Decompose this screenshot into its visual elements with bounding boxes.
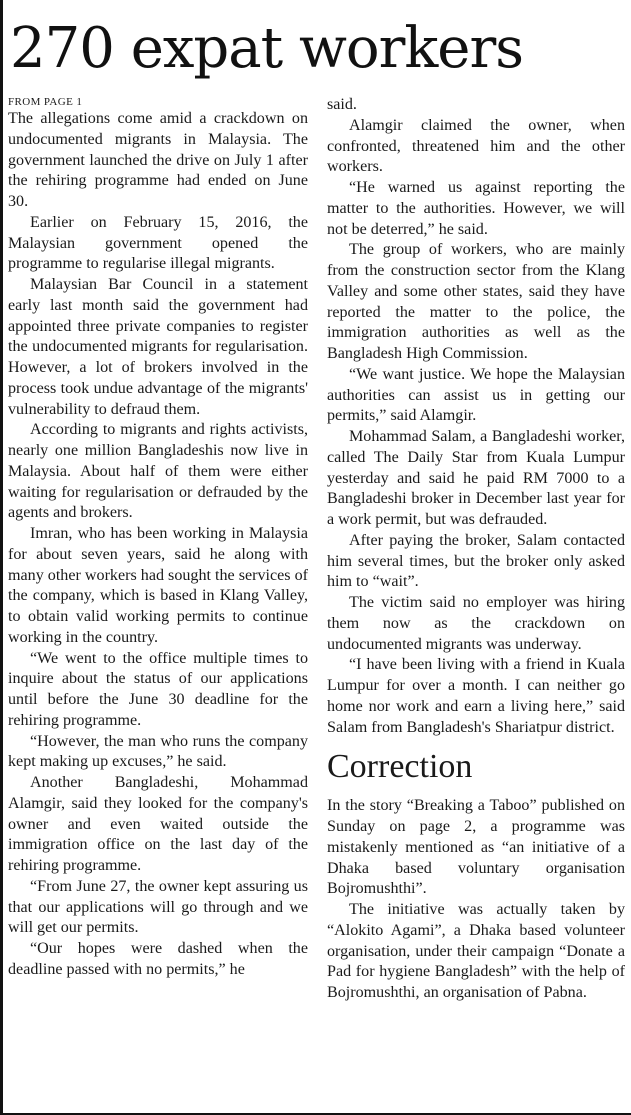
paragraph: said. — [327, 96, 357, 113]
paragraph: Malaysian Bar Council in a statement early last month said the government had appointed three private companies to register the undocumented migrants for regularisation. However, a lot of brokers involved in the process took undue advantage of the migrants' vulnerability to defraud them. — [8, 276, 308, 418]
paragraph: Another Bangladeshi, Mohammad Alamgir, said they looked for the company's owner and even waited outside the immigration office on the last day of the rehiring programme. — [8, 774, 308, 874]
paragraph: “He warned us against reporting the matter to the authorities. However, we will not be deterred,” he said. — [327, 179, 625, 238]
correction-title: Correction — [327, 748, 473, 786]
paragraph: “Our hopes were dashed when the deadline passed with no permits,” he — [8, 940, 308, 978]
paragraph: The allegations come amid a crackdown on undocumented migrants in Malaysia. The government launched the drive on July 1 after the rehiring programme had ended on June 30. — [8, 110, 308, 210]
paragraph: “We went to the office multiple times to inquire about the status of our applications until before the June 30 deadline for the rehiring programme. — [8, 649, 308, 729]
paragraph: “I have been living with a friend in Kuala Lumpur for over a month. I can neither go home nor work and earn a living here,” said Salam from Bangladesh's Shariatpur district. — [327, 656, 625, 736]
headline: 270 expat workers — [10, 16, 523, 81]
paragraph: “From June 27, the owner kept assuring us that our applications will go through and we will get our permits. — [8, 877, 308, 937]
paragraph: Imran, who has been working in Malaysia for about seven years, said he along with many other workers had sought the services of the company, which is based in Klang Valley, to obtain valid working permits to continue working in the country. — [8, 525, 308, 646]
right-column — [327, 95, 625, 1004]
correction-paragraph: In the story “Breaking a Taboo” published on Sunday on page 2, a programme was mistakenly mentioned as “an initiative of a Dhaka based voluntary organisation Bojromushthi”. — [327, 797, 625, 898]
paragraph: The group of workers, who are mainly from the construction sector from the Klang Valley and some other states, said they have reported the matter to the police, the immigration authorities as well as the Bangladesh High Commission. — [327, 241, 625, 362]
paragraph: Mohammad Salam, a Bangladeshi worker, called The Daily Star from Kuala Lumpur yesterday and said he paid RM 7000 to a Bangladeshi broker in December last year for a work permit, but was defrauded. — [327, 428, 625, 528]
left-column — [8, 95, 308, 981]
paragraph: According to migrants and rights activists, nearly one million Bangladeshis now live in Malaysia. About half of them were either waiting for regularisation or defrauded by the agents and brokers. — [8, 421, 308, 522]
dateline: FROM PAGE 1 — [8, 96, 83, 108]
paragraph: “However, the man who runs the company kept making up excuses,” he said. — [8, 732, 308, 771]
correction-paragraph: The initiative was actually taken by “Alokito Agami”, a Dhaka based volunteer organisation, under their campaign “Donate a Pad for hygiene Bangladesh” with the help of Bojromushthi, an organisation of Pabna. — [327, 901, 625, 1001]
left-column-rule — [0, 0, 3, 1115]
paragraph: “We want justice. We hope the Malaysian authorities can assist us in getting our permits,” said Alamgir. — [327, 365, 625, 425]
paragraph: After paying the broker, Salam contacted him several times, but the broker only asked him to “wait”. — [327, 531, 625, 591]
paragraph: Earlier on February 15, 2016, the Malaysian government opened the programme to regularise illegal migrants. — [8, 213, 308, 273]
paragraph: The victim said no employer was hiring them now as the crackdown on undocumented migrants was underway. — [327, 594, 625, 653]
paragraph: Alamgir claimed the owner, when confronted, threatened him and the other workers. — [327, 116, 625, 176]
